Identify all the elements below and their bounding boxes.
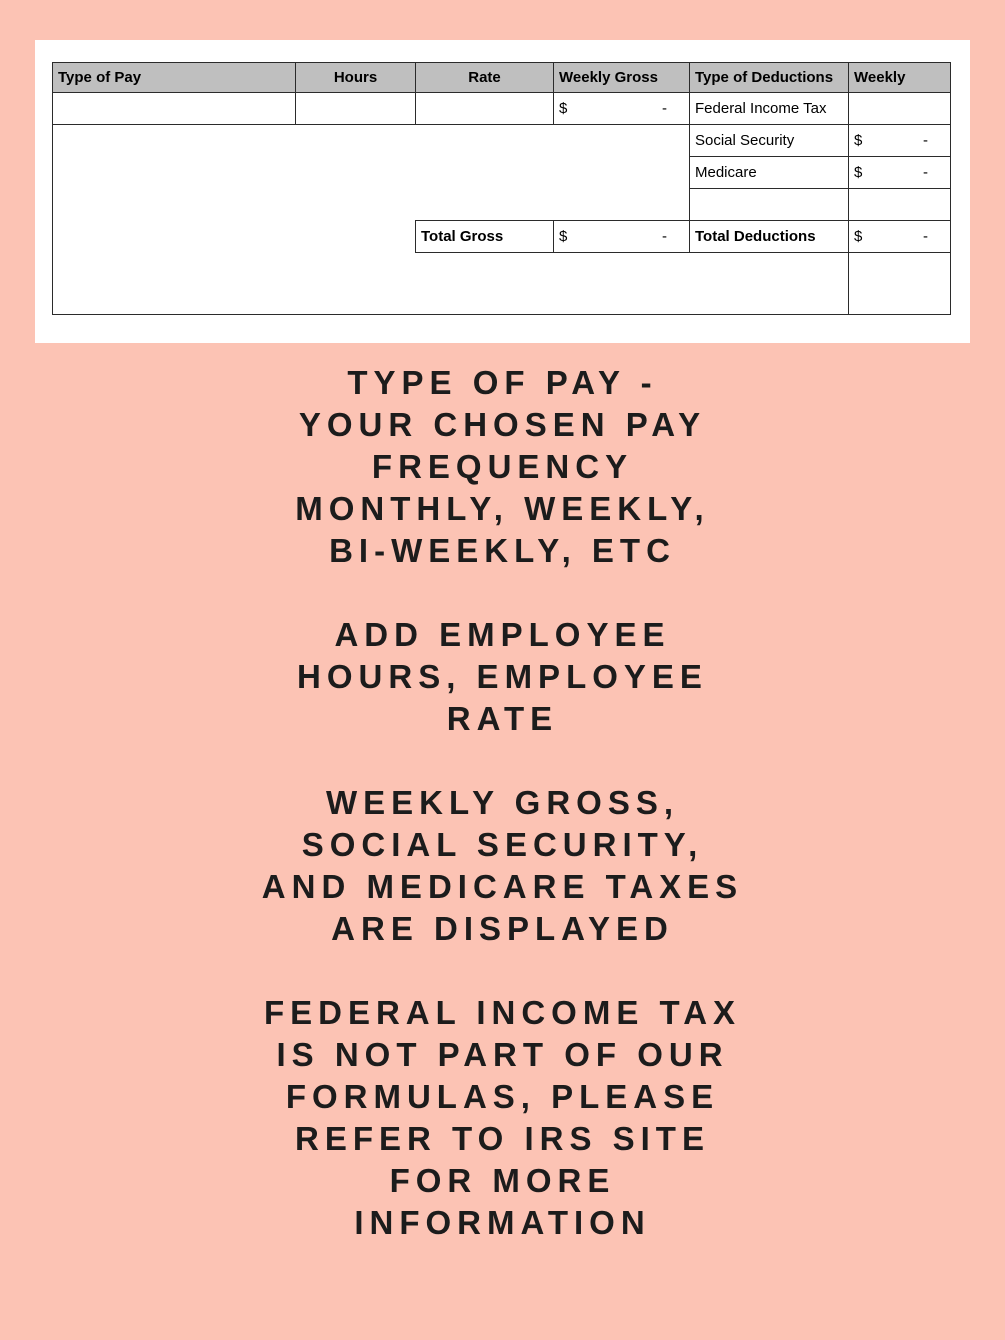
note-line: FOR MORE xyxy=(389,1162,616,1199)
cell-deduction-federal-income-tax[interactable]: Federal Income Tax xyxy=(690,93,849,125)
cell-deduction-medicare[interactable]: Medicare xyxy=(690,157,849,189)
header-type-of-deductions: Type of Deductions xyxy=(690,63,849,93)
currency-symbol: $ xyxy=(854,132,863,149)
note-block-type-of-pay xyxy=(0,362,1005,572)
empty-cell-region[interactable] xyxy=(53,125,690,221)
cell-weekly-gross-value[interactable] xyxy=(554,93,690,125)
note-line: INFORMATION xyxy=(354,1204,651,1241)
header-type-of-pay: Type of Pay xyxy=(53,63,296,93)
note-line: WEEKLY GROSS, xyxy=(325,784,680,821)
note-line: YOUR CHOSEN PAY xyxy=(298,406,707,443)
entry-row xyxy=(53,93,951,125)
note-block-taxes-displayed xyxy=(0,782,1005,950)
cell-rate-input[interactable] xyxy=(416,93,554,125)
header-rate: Rate xyxy=(416,63,554,93)
note-line: SOCIAL SECURITY, xyxy=(301,826,704,863)
note-line: FEDERAL INCOME TAX xyxy=(263,994,742,1031)
empty-cell-region[interactable] xyxy=(416,253,849,315)
payroll-table xyxy=(52,62,951,315)
note-line: TYPE OF PAY - xyxy=(347,364,658,401)
accounting-format xyxy=(854,132,945,149)
zero-dash: - xyxy=(923,132,928,149)
header-row xyxy=(53,63,951,93)
accounting-format xyxy=(854,164,945,181)
currency-symbol: $ xyxy=(854,228,863,245)
social-security-row xyxy=(53,125,951,157)
zero-dash: - xyxy=(662,100,667,117)
cell-deduction-blank[interactable] xyxy=(690,189,849,221)
accounting-format xyxy=(854,228,945,245)
header-weekly-gross: Weekly Gross xyxy=(554,63,690,93)
cell-hours-input[interactable] xyxy=(296,93,416,125)
note-line: REFER TO IRS SITE xyxy=(295,1120,710,1157)
cell-total-deductions-label[interactable]: Total Deductions xyxy=(690,221,849,253)
zero-dash: - xyxy=(923,228,928,245)
note-line: IS NOT PART OF OUR xyxy=(276,1036,729,1073)
note-line: FREQUENCY xyxy=(371,448,634,485)
zero-dash: - xyxy=(923,164,928,181)
cell-type-of-pay-input[interactable] xyxy=(53,93,296,125)
cell-weekly-filler[interactable] xyxy=(849,253,951,315)
currency-symbol: $ xyxy=(854,164,863,181)
cell-total-gross-label[interactable]: Total Gross xyxy=(416,221,554,253)
cell-weekly-federal-value[interactable] xyxy=(849,93,951,125)
empty-cell-region[interactable] xyxy=(53,221,416,315)
spreadsheet-card xyxy=(35,40,970,343)
note-line: ADD EMPLOYEE xyxy=(334,616,671,653)
header-weekly: Weekly xyxy=(849,63,951,93)
note-line: HOURS, EMPLOYEE xyxy=(297,658,708,695)
note-line: BI-WEEKLY, ETC xyxy=(329,532,676,569)
accounting-format xyxy=(559,228,684,245)
totals-row xyxy=(53,221,951,253)
currency-symbol: $ xyxy=(559,100,568,117)
note-block-add-employee xyxy=(0,614,1005,740)
cell-weekly-social-security-value[interactable] xyxy=(849,125,951,157)
header-hours: Hours xyxy=(296,63,416,93)
cell-total-deductions-value[interactable] xyxy=(849,221,951,253)
note-line: AND MEDICARE TAXES xyxy=(261,868,744,905)
notes-section xyxy=(0,362,1005,1286)
note-block-federal-tax-disclaimer xyxy=(0,992,1005,1244)
cell-deduction-social-security[interactable]: Social Security xyxy=(690,125,849,157)
note-line: ARE DISPLAYED xyxy=(331,910,674,947)
note-line: FORMULAS, PLEASE xyxy=(285,1078,720,1115)
zero-dash: - xyxy=(662,228,667,245)
currency-symbol: $ xyxy=(559,228,568,245)
accounting-format xyxy=(559,100,684,117)
cell-total-gross-value[interactable] xyxy=(554,221,690,253)
cell-weekly-blank[interactable] xyxy=(849,189,951,221)
note-line: RATE xyxy=(446,700,559,737)
note-line: MONTHLY, WEEKLY, xyxy=(295,490,710,527)
cell-weekly-medicare-value[interactable] xyxy=(849,157,951,189)
